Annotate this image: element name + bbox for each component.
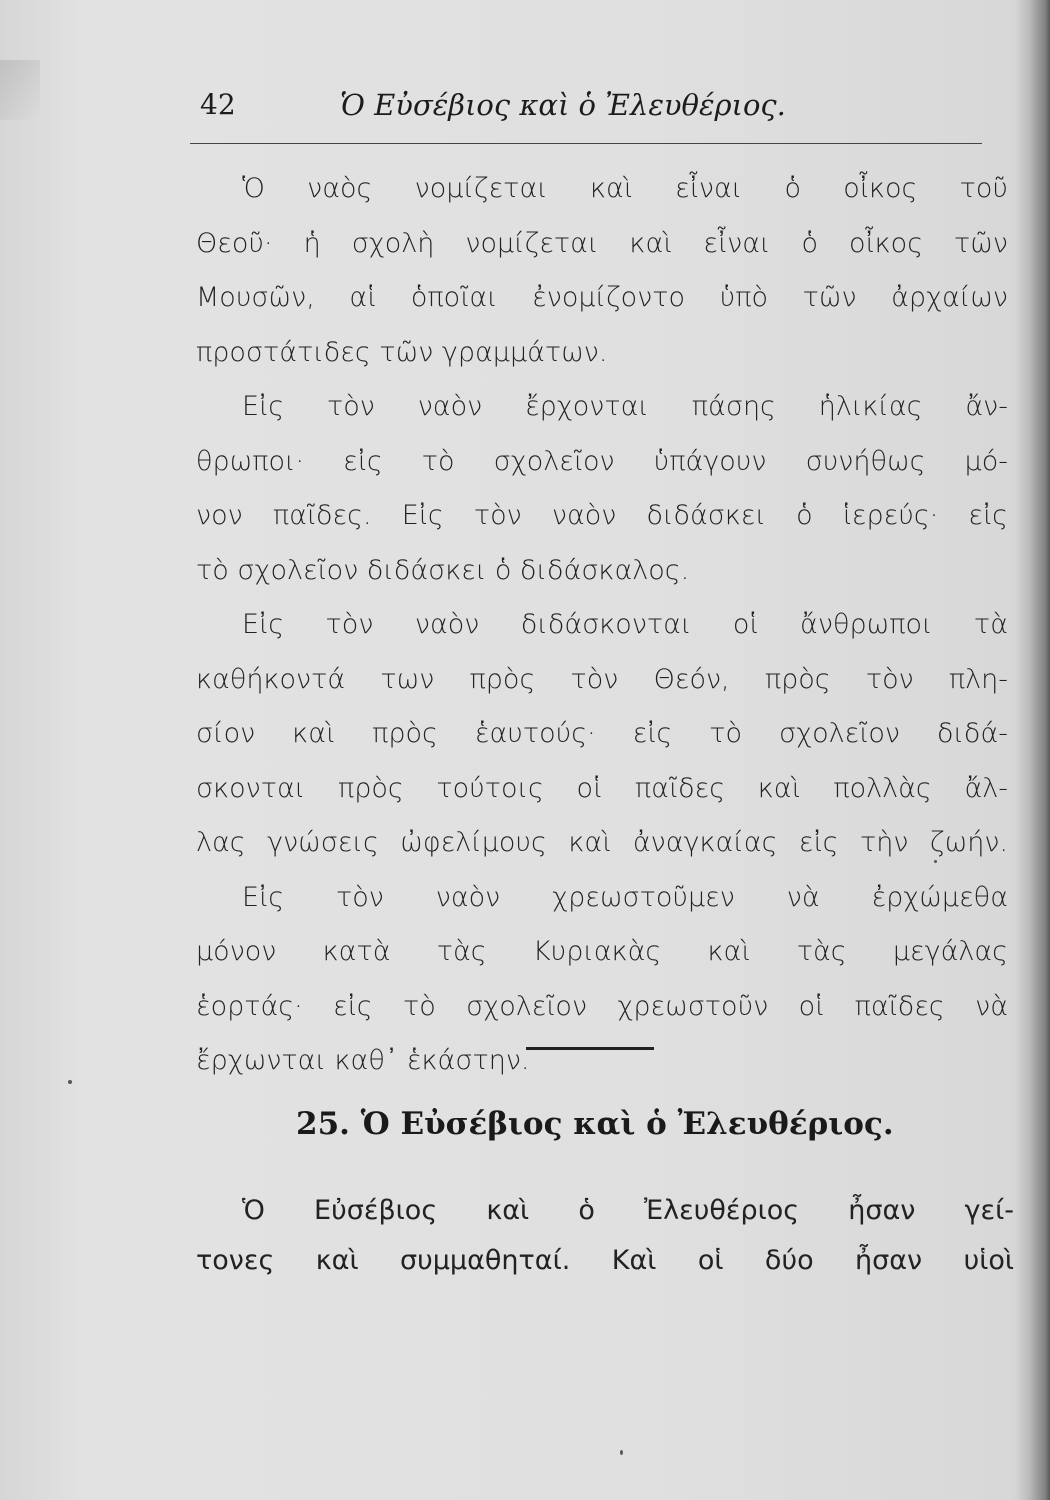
section-text bbox=[196, 1186, 1014, 1286]
running-head bbox=[200, 88, 990, 132]
text-line: νον παῖδες. Εἰς τὸν ναὸν διδάσκει ὁ ἱερεύς· εἰς bbox=[196, 500, 1008, 531]
text-line: Ὁ ναὸς νομίζεται καὶ εἶναι ὁ οἶκος τοῦ bbox=[242, 173, 1008, 204]
text-line: σίον καὶ πρὸς ἑαυτούς· εἰς τὸ σχολεῖον διδά- bbox=[196, 718, 1008, 749]
text-line: τὸ σχολεῖον διδάσκει ὁ διδάσκαλος. bbox=[196, 554, 690, 586]
text-line: Θεοῦ· ἡ σχολὴ νομίζεται καὶ εἶναι ὁ οἶκος τῶν bbox=[196, 227, 1008, 259]
text-line: καθήκοντά των πρὸς τὸν Θεόν, πρὸς τὸν πλη- bbox=[196, 663, 1008, 695]
print-speck bbox=[68, 1080, 72, 1084]
text-line: λας γνώσεις ὠφελίμους καὶ ἀναγκαίας εἰς τὴν ζωήν. bbox=[196, 827, 1008, 858]
page-corner-shadow bbox=[0, 60, 40, 120]
text-line: προστάτιδες τῶν γραμμάτων. bbox=[196, 336, 608, 368]
main-text bbox=[196, 162, 1008, 1089]
text-line: μόνον κατὰ τὰς Κυριακὰς καὶ τὰς μεγάλας bbox=[196, 936, 1008, 967]
header-rule bbox=[190, 143, 982, 144]
text-line: Μουσῶν, αἱ ὁποῖαι ἐνομίζοντο ὑπὸ τῶν ἀρχαίων bbox=[196, 282, 1008, 313]
text-line: ἑορτάς· εἰς τὸ σχολεῖον χρεωστοῦν οἱ παῖδες νὰ bbox=[196, 990, 1008, 1022]
text-line: Εἰς τὸν ναὸν ἔρχονται πάσης ἡλικίας ἄν- bbox=[242, 391, 1008, 422]
text-line: σκονται πρὸς τούτοις οἱ παῖδες καὶ πολλὰς ἄλ- bbox=[196, 772, 1008, 804]
text-line: τονες καὶ συμμαθηταί. Καὶ οἱ δύο ἦσαν υἱοὶ bbox=[196, 1245, 1014, 1276]
text-line: ἔρχωνται καθ᾽ ἑκάστην. bbox=[196, 1045, 530, 1076]
text-line: Εἰς τὸν ναὸν διδάσκονται οἱ ἄνθρωποι τὰ bbox=[242, 609, 1008, 640]
print-speck bbox=[620, 1450, 623, 1455]
text-line: Εἰς τὸν ναὸν χρεωστοῦμεν νὰ ἐρχώμεθα bbox=[242, 881, 1008, 913]
text-line: θρωποι· εἰς τὸ σχολεῖον ὑπάγουν συνήθως μό- bbox=[196, 445, 1008, 477]
running-title: Ὁ Εὐσέβιος καὶ ὁ Ἐλευθέριος. bbox=[340, 88, 786, 122]
binding-shadow bbox=[1016, 0, 1050, 1500]
print-speck bbox=[934, 860, 937, 863]
page-number: 42 bbox=[200, 88, 236, 121]
section-heading: 25. Ὁ Εὐσέβιος καὶ ὁ Ἐλευθέριος. bbox=[296, 1106, 894, 1142]
section-divider bbox=[526, 1047, 654, 1050]
text-line: Ὁ Εὐσέβιος καὶ ὁ Ἐλευθέριος ἦσαν γεί- bbox=[242, 1195, 1014, 1226]
